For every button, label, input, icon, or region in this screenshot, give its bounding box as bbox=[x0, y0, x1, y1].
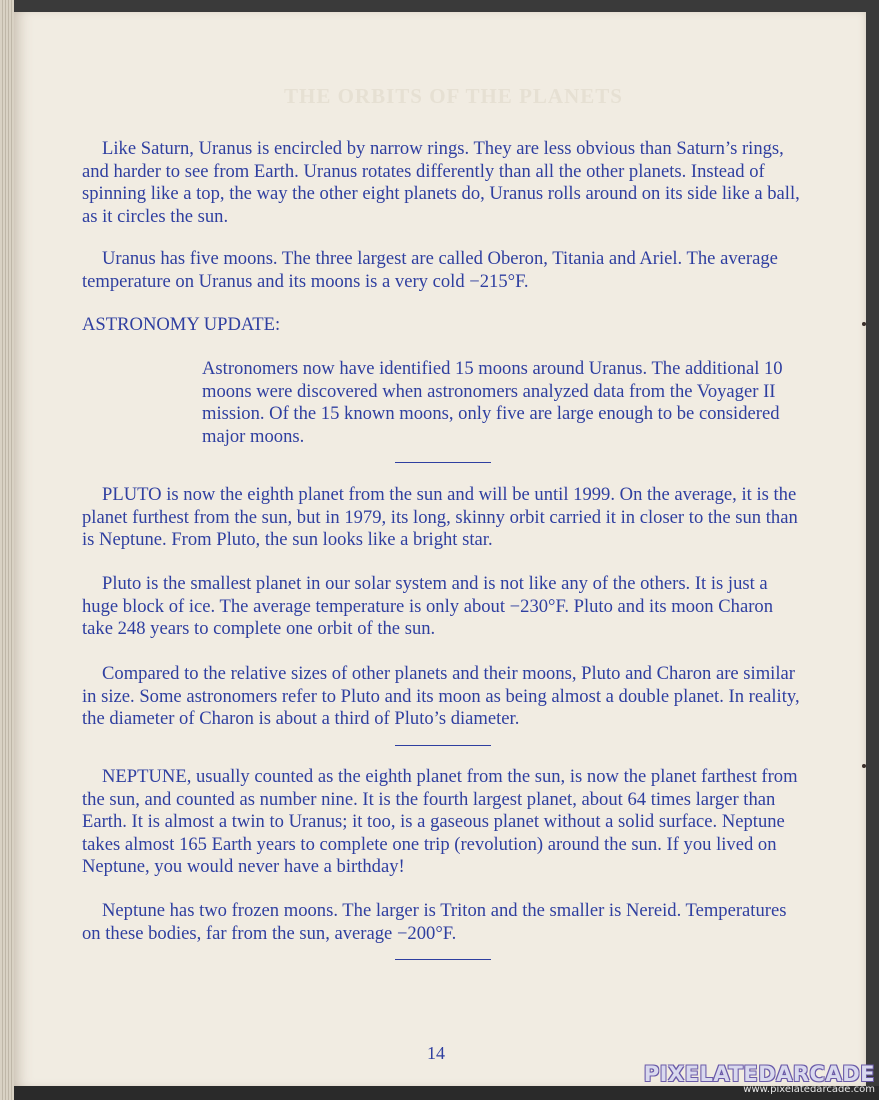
uranus-moons-paragraph: Uranus has five moons. The three largest are called Oberon, Titania and Ariel. The average temperature on Uranus and its moons is a very cold −215°F. bbox=[82, 248, 778, 292]
section-divider bbox=[395, 745, 491, 746]
uranus-rings-paragraph: Like Saturn, Uranus is encircled by narrow rings. They are less obvious than Saturn’s rings, and harder to see from Earth. Uranus rotates differently than all the other planets. Instead of spinning like a top, the way the other eight planets do, Uranus rolls around on its side like a ball, as it circles the sun. bbox=[82, 138, 800, 227]
binding-staple-mark bbox=[862, 322, 866, 326]
pluto-ice-paragraph: Pluto is the smallest planet in our solar system and is not like any of the others. It is just a huge block of ice. The average temperature is only about −230°F. Pluto and its moon Charon take 248 years to complete one orbit of the sun. bbox=[82, 573, 773, 639]
pluto-charon-paragraph: Compared to the relative sizes of other planets and their moons, Pluto and Charon are similar in size. Some astronomers refer to Pluto and its moon as being almost a double planet. In reality, the diameter of Charon is about a third of Pluto’s diameter. bbox=[82, 663, 800, 729]
binding-staple-mark bbox=[862, 764, 866, 768]
pluto-orbit-paragraph: PLUTO is now the eighth planet from the sun and will be until 1999. On the average, it is the planet furthest from the sun, but in 1979, its long, skinny orbit carried it in closer to the sun than is Neptune. From Pluto, the sun looks like a bright star. bbox=[82, 484, 798, 550]
bleed-through-title: THE ORBITS OF THE PLANETS bbox=[284, 84, 623, 108]
neptune-paragraph: NEPTUNE, usually counted as the eighth planet from the sun, is now the planet farthest from the sun, and counted as number nine. It is the fourth largest planet, about 64 times larger than Earth. It is almost a twin to Uranus; it too, is a gaseous planet without a solid surface. Neptune takes almost 165 Earth years to complete one trip (revolution) around the sun. If you lived on Neptune, you would never have a birthday! bbox=[82, 766, 798, 877]
watermark-logo: PIXELATEDARCADE bbox=[643, 1062, 875, 1086]
section-divider bbox=[395, 959, 491, 960]
booklet-page bbox=[14, 12, 866, 1086]
watermark bbox=[644, 1062, 875, 1095]
neptune-moons-paragraph: Neptune has two frozen moons. The larger is Triton and the smaller is Nereid. Temperatures on these bodies, far from the sun, average −200°F. bbox=[82, 900, 787, 944]
astronomy-update-text: Astronomers now have identified 15 moons around Uranus. The additional 10 moons were discovered when astronomers analyzed data from the Voyager II mission. Of the 15 known moons, only five are large enough to be considered major moons. bbox=[202, 358, 783, 447]
section-divider bbox=[395, 462, 491, 463]
watermark-url: www.pixelatedarcade.com bbox=[743, 1084, 875, 1095]
page-number: 14 bbox=[427, 1043, 445, 1063]
astronomy-update-heading: ASTRONOMY UPDATE: bbox=[82, 314, 281, 335]
booklet-page-edges bbox=[0, 0, 14, 1100]
